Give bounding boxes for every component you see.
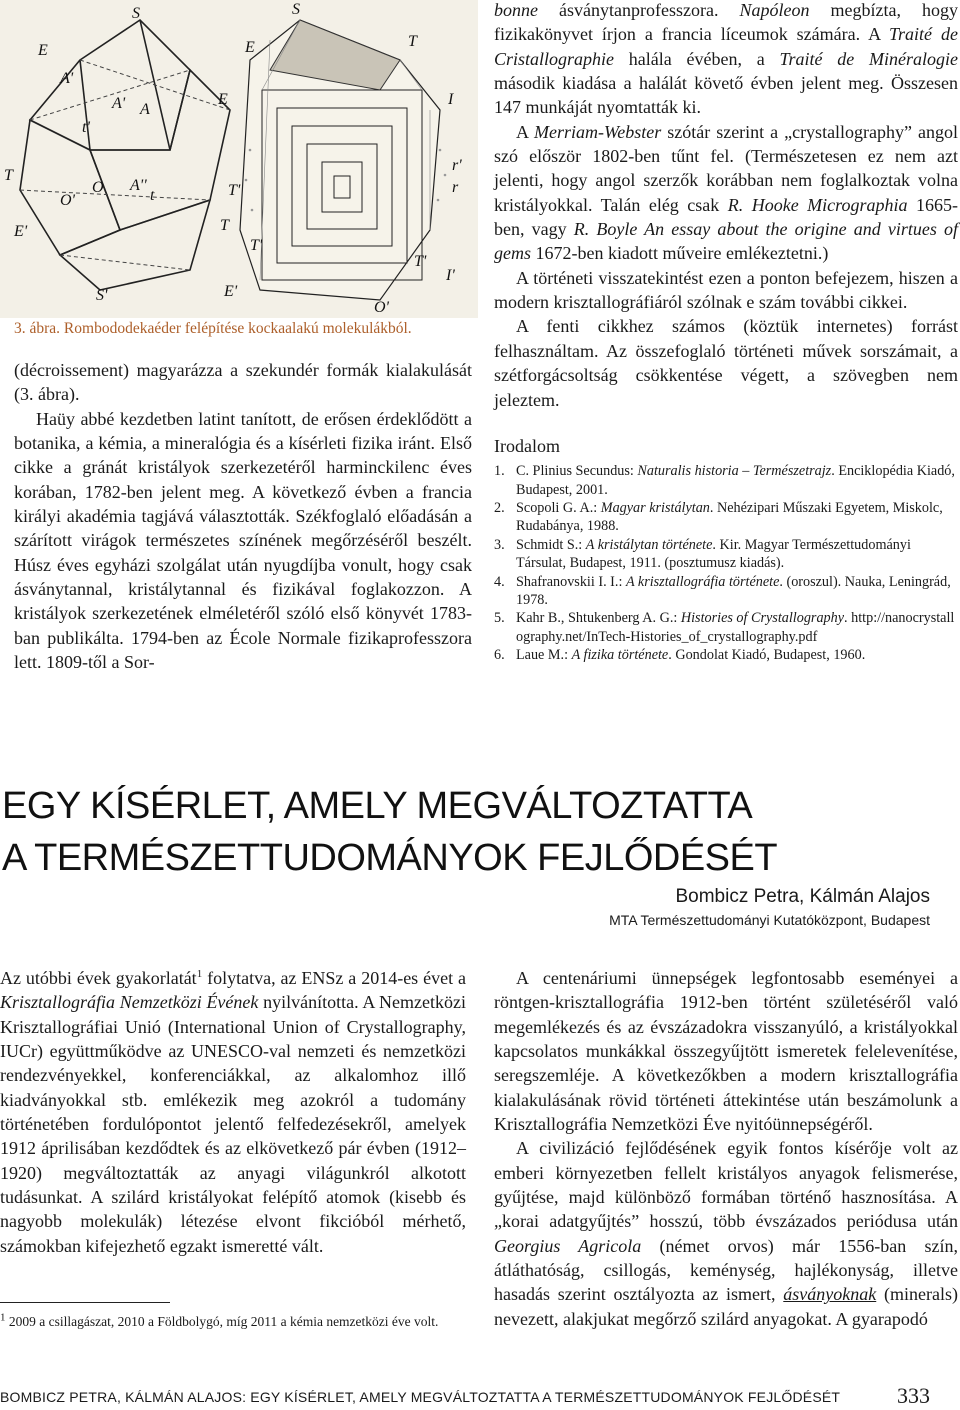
- svg-text:E': E': [14, 223, 28, 240]
- svg-text:E: E: [245, 39, 255, 56]
- svg-text:O': O': [374, 299, 389, 316]
- paragraph-sorbonne: bonne ásványtanprofesszora. Napóleon megbízta, hogy fizikakönyvet írjon a francia líceumok számára. A Traité de Cristallographie halála évében, a Traité de Minéralogie második kiadása a halálát követő évben jelent meg. Összesen 147 munkáját nyomtatták ki.: [494, 0, 958, 118]
- paragraph-hauy: Haüy abbé kezdetben latint tanított, de erősen érdeklődött a botanika, a kémia, a mineralógia és a kísérleti fizika iránt. Első cikke a gránát kristályok szerkezetéről harminckilenc éves korában, 1782-ben jelent meg. A következő évben a francia királyi akadémia tagjává választották. Székfoglaló előadásán a szárított virágok természetes színének megőrzéséről beszélt. Húsz éves egyházi szolgálat után nyugdíjba vonult, hogy csak ásványtannal, kristálytannal és fizikával foglakozzon. A kristályok szerkezetének elméletéről szóló első könyvét 1783-ban publikálta. 1794-ben az École Normale fizikaprofesszora lett. 1809-től a Sor-: [14, 408, 472, 673]
- paragraph-intro: Az utóbbi évek gyakorlatát$^1$ folytatva, az ENSz a 2014-es évet a Krisztallográfia Nemzetközi Évének nyilvánította. A Nemzetközi Krisztallográfiai Unió (International Union of Crystallography, IUCr) együttműködve az UNESCO-val nemzeti és nemzetközi rendezvényekkel, konferenciákkal, az alkalomhoz illő kiadványokkal stb. emlékezik meg azokról a tudomány történetében fordulópontot jelentő felfedezésekről, amelyek 1912 áprilisában kezdődtek és az elkövetkező pár évben (1912–1920) megváltoztatták az anyagi világunkról alkotott tudásunkat. A szilárd kristályokat felépítő atomok (kisebb és nagyobb molekulák) létezése elvont fikcióból mérhető, számokban kifejezhető egzakt ismeretté vált.: [0, 968, 466, 1256]
- svg-text:t': t': [82, 119, 90, 136]
- paragraph-merriam-webster: A Merriam-Webster szótár szerint a „crystallography” angol szó először 1802-ben tűnt fel. (Természetesen ez nem azt jelenti, hogy angol szerzők korábban nem foglalkoztak volna kristályokkal. Talán elég csak R. Hooke Micrographia 1665-ben, vagy R. Boyle An essay about the origine and virtues of gems 1672-ben kiadott műveire emlékeztetni.): [494, 121, 958, 264]
- svg-text:A'': A'': [130, 177, 147, 194]
- svg-text:T: T: [4, 167, 13, 184]
- upper-right-column: [494, 0, 958, 665]
- svg-text:E': E': [224, 283, 238, 300]
- reference-item: 4. Shafranovskii I. I.: A krisztallográfia története. (oroszul). Nauka, Leningrád, 1978.: [494, 573, 951, 609]
- page-number: 333: [897, 1383, 930, 1408]
- article-affiliation: MTA Természettudományi Kutatóközpont, Budapest: [609, 912, 930, 928]
- title-line-1: EGY KÍSÉRLET, AMELY MEGVÁLTOZTATTA: [2, 785, 753, 827]
- svg-text:r': r': [452, 157, 462, 174]
- svg-text:S': S': [96, 287, 108, 304]
- paragraph-decroissement: (décroissement) magyarázza a szekundér formák kialakulását (3. ábra).: [14, 360, 472, 405]
- figure-caption: 3. ábra. Rombododekaéder felépítése kockaalakú molekulákból.: [14, 320, 412, 337]
- svg-text:t: t: [150, 187, 155, 204]
- svg-text:E: E: [218, 91, 228, 108]
- paragraph-civilization: A civilizáció fejlődésének egyik fontos kísérője volt az emberi környezetben fellelt kristályos anyagok felismerése, gyűjtése, majd különböző formában történő hasznosítása. A „korai adatgyűjtés” hosszú, több évszázados periódusa után Georgius Agricola (német orvos) már 1556-ban szín, átláthatóság, csillogás, keménység, hajlékonyság, illetve hasadás szerint osztályozta az ismert, ásványoknak (minerals) nevezett, alakjukat megőrző szilárd anyagokat. A gyarapodó: [494, 1138, 958, 1329]
- svg-text:T: T: [408, 33, 417, 50]
- svg-text:I': I': [446, 267, 455, 284]
- footnote: $^1$ 2009 a csillagászat, 2010 a Földbolygó, míg 2011 a kémia nemzetközi éve volt.: [0, 1311, 439, 1329]
- svg-text:T': T': [250, 237, 263, 254]
- svg-text:I: I: [448, 91, 454, 108]
- references-heading: Irodalom: [494, 435, 560, 456]
- svg-text:A': A': [112, 95, 126, 112]
- svg-text:T': T': [228, 182, 241, 199]
- lower-left-column: [0, 966, 466, 1258]
- svg-text:O': O': [60, 192, 75, 209]
- reference-item: 3. Schmidt S.: A kristálytan története. Kir. Magyar Természettudományi Társulat, Budapest, 1911. (posztumusz kiadás).: [494, 536, 911, 572]
- running-footer: BOMBICZ PETRA, KÁLMÁN ALAJOS: EGY KÍSÉRLET, AMELY MEGVÁLTOZTATTA A TERMÉSZETTUDOMÁNYOK FEJLŐDÉSÉT: [0, 1389, 841, 1405]
- reference-item: 5. Kahr B., Shtukenberg A. G.: Histories of Crystallography. http://nanocrystallography.net/InTech-Histories_of_crystallography.pdf: [494, 610, 955, 645]
- svg-text:A: A: [140, 101, 150, 118]
- paragraph-conclusion: A történeti visszatekintést ezen a ponton befejezem, hiszen a modern krisztallográfiáról szólnak e szám további cikkei.: [494, 267, 958, 313]
- svg-text:E: E: [38, 42, 48, 59]
- lower-right-column: [494, 966, 958, 1331]
- title-line-2: A TERMÉSZETTUDOMÁNYOK FEJLŐDÉSÉT: [2, 837, 778, 879]
- reference-item: 1. C. Plinius Secundus: Naturalis historia – Természetrajz. Enciklopédia Kiadó, Budapest, 2001.: [494, 463, 955, 498]
- svg-text:S: S: [292, 1, 300, 18]
- svg-text:r: r: [452, 179, 459, 196]
- svg-text:T': T': [414, 253, 427, 270]
- svg-text:A': A': [60, 70, 74, 87]
- figure-drawing: [0, 0, 478, 318]
- upper-left-column: [14, 358, 472, 674]
- figure-rhombododecahedron: [0, 0, 478, 318]
- footnote-rule: [0, 1302, 170, 1303]
- reference-item: 6. Laue M.: A fizika története. Gondolat Kiadó, Budapest, 1960.: [494, 647, 866, 664]
- paragraph-sources: A fenti cikkhez számos (köztük internetes) forrást felhasználtam. Az összefoglaló történeti művek sorszámait, a szétforgácsoltság csökkentése végett, a szövegben nem jeleztem.: [494, 316, 958, 410]
- paragraph-centenary: A centenáriumi ünnepségek legfontosabb eseményei a röntgen-krisztallográfia 1912-ben történt születéséről való megemlékezés és az évszázadokra visszanyúló, a kristályokkal kapcsolatos munkákkal összegyűjtött ismeretek felelevenítése, seregszemléje. A következőkben a modern krisztallográfia kialakulásának rövid történeti áttekintése után beszámolunk a Krisztallográfia Nemzetközi Éve nyitóünnepségéről.: [494, 968, 958, 1135]
- article-authors: Bombicz Petra, Kálmán Alajos: [675, 886, 930, 907]
- reference-item: 2. Scopoli G. A.: Magyar kristálytan. Nehézipari Műszaki Egyetem, Miskolc, Rudabánya, 1988.: [494, 500, 943, 535]
- svg-text:O: O: [92, 179, 104, 196]
- svg-text:T: T: [220, 217, 229, 234]
- svg-text:S: S: [132, 5, 140, 22]
- article-title: [2, 780, 942, 884]
- references-list: [494, 462, 958, 664]
